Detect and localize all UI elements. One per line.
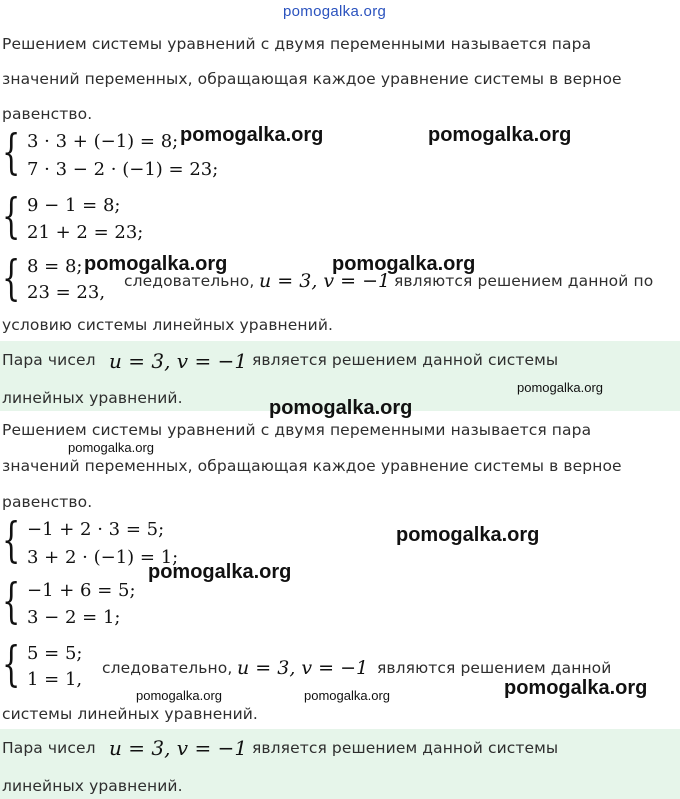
conclusion-text: являются решением данной [377, 659, 612, 677]
conclusion-text: являются решением данной по [394, 272, 654, 290]
watermark: pomogalka.org [332, 253, 476, 275]
answer-text: Пара чисел [2, 351, 96, 369]
watermark: pomogalka.org [136, 688, 222, 703]
conclusion-text: следовательно, [102, 659, 233, 677]
equation: −1 + 2 · 3 = 5; [27, 519, 165, 540]
conclusion-text: системы линейных уравнений. [2, 705, 258, 723]
conclusion-math: u = 3, v = −1 [259, 270, 391, 292]
equation: 9 − 1 = 8; [27, 195, 121, 216]
watermark: pomogalka.org [269, 397, 413, 419]
equation: 23 = 23, [27, 282, 106, 303]
definition-line-2: значений переменных, обращающая каждое уравнение системы в верное [2, 70, 622, 88]
system-brace: { [2, 250, 21, 306]
conclusion-math: u = 3, v = −1 [237, 657, 369, 679]
equation: 3 · 3 + (−1) = 8; [27, 131, 179, 152]
watermark: pomogalka.org [428, 124, 572, 146]
watermark: pomogalka.org [396, 524, 540, 546]
equation: 8 = 8; [27, 256, 83, 277]
watermark: pomogalka.org [504, 677, 648, 699]
conclusion-text: следовательно, [124, 272, 255, 290]
answer-text: является решением данной системы [252, 739, 559, 757]
definition-line-3: равенство. [2, 105, 93, 123]
system-brace: { [2, 124, 21, 180]
watermark: pomogalka.org [68, 440, 154, 455]
answer-math: u = 3, v = −1 [109, 349, 248, 373]
system-brace: { [2, 512, 21, 568]
answer-text: является решением данной системы [252, 351, 559, 369]
conclusion-text: условию системы линейных уравнений. [2, 316, 334, 334]
equation: 3 + 2 · (−1) = 1; [27, 547, 179, 568]
answer-text: линейных уравнений. [2, 389, 183, 407]
watermark: pomogalka.org [148, 561, 292, 583]
system-brace: { [2, 573, 21, 629]
answer-math: u = 3, v = −1 [109, 736, 248, 760]
equation: 21 + 2 = 23; [27, 222, 144, 243]
definition-line-1: Решением системы уравнений с двумя переменными называется пара [2, 421, 592, 439]
system-brace: { [2, 188, 21, 244]
equation: 5 = 5; [27, 643, 83, 664]
definition-line-3: равенство. [2, 493, 93, 511]
equation: 1 = 1, [27, 669, 83, 690]
watermark: pomogalka.org [180, 124, 324, 146]
watermark: pomogalka.org [304, 688, 390, 703]
equation: −1 + 6 = 5; [27, 580, 136, 601]
answer-text: Пара чисел [2, 739, 96, 757]
site-link[interactable]: pomogalka.org [283, 3, 387, 20]
watermark: pomogalka.org [517, 380, 603, 395]
watermark: pomogalka.org [84, 253, 228, 275]
system-brace: { [2, 636, 21, 692]
answer-text: линейных уравнений. [2, 777, 183, 795]
equation: 3 − 2 = 1; [27, 607, 121, 628]
equation: 7 · 3 − 2 · (−1) = 23; [27, 159, 219, 180]
definition-line-1: Решением системы уравнений с двумя переменными называется пара [2, 35, 592, 53]
definition-line-2: значений переменных, обращающая каждое уравнение системы в верное [2, 457, 622, 475]
